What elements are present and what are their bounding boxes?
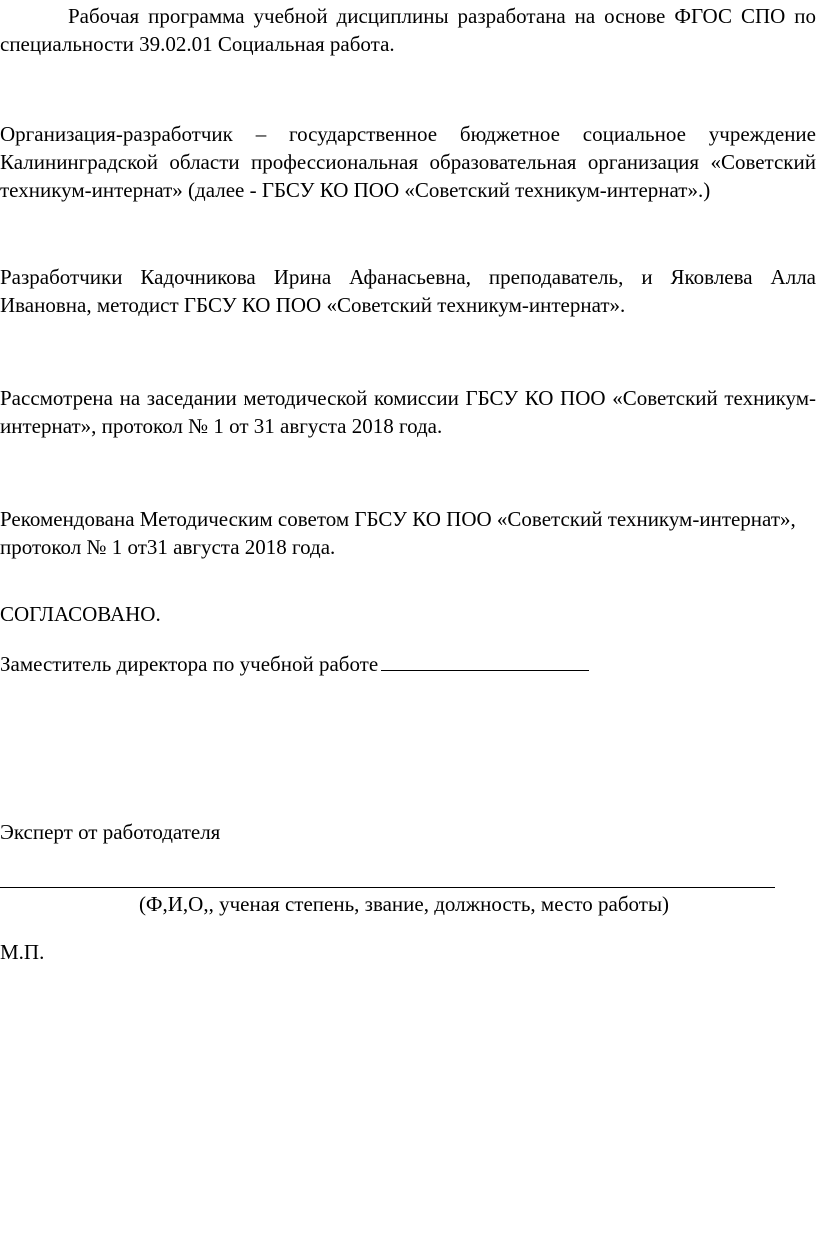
expert-label: Эксперт от работодателя [0, 820, 221, 844]
deputy-label: Заместитель директора по учебной работе [0, 652, 379, 676]
stamp-label: М.П. [0, 940, 45, 964]
review-paragraph: Рассмотрена на заседании методической комиссии ГБСУ КО ПОО «Советский техникум-интернат», протокол № 1 от 31 августа 2018 года. [0, 386, 816, 438]
deputy-signature-line [0, 650, 816, 678]
developers-paragraph: Разработчики Кадочникова Ирина Афанасьевна, преподаватель, и Яковлева Алла Ивановна, методист ГБСУ КО ПОО «Советский техникум-интернат». [0, 265, 816, 317]
approved-heading: СОГЛАСОВАНО. [0, 602, 161, 626]
developer-organization-paragraph: Организация-разработчик – государственное бюджетное социальное учреждение Калининградской области профессиональная образовательная организация «Советский техникум-интернат» (далее - ГБСУ КО ПОО «Советский техникум-интернат».) [0, 122, 816, 202]
expert-signature-underline [0, 887, 775, 888]
deputy-signature-underline [381, 650, 589, 671]
recommendation-paragraph: Рекомендована Методическим советом ГБСУ КО ПОО «Советский техникум-интернат», протокол № 1 от31 августа 2018 года. [0, 507, 796, 559]
expert-caption: (Ф,И,О,, ученая степень, звание, должность, место работы) [138, 892, 670, 916]
program-basis-paragraph: Рабочая программа учебной дисциплины разработана на основе ФГОС СПО по специальности 39.02.01 Социальная работа. [0, 4, 816, 56]
